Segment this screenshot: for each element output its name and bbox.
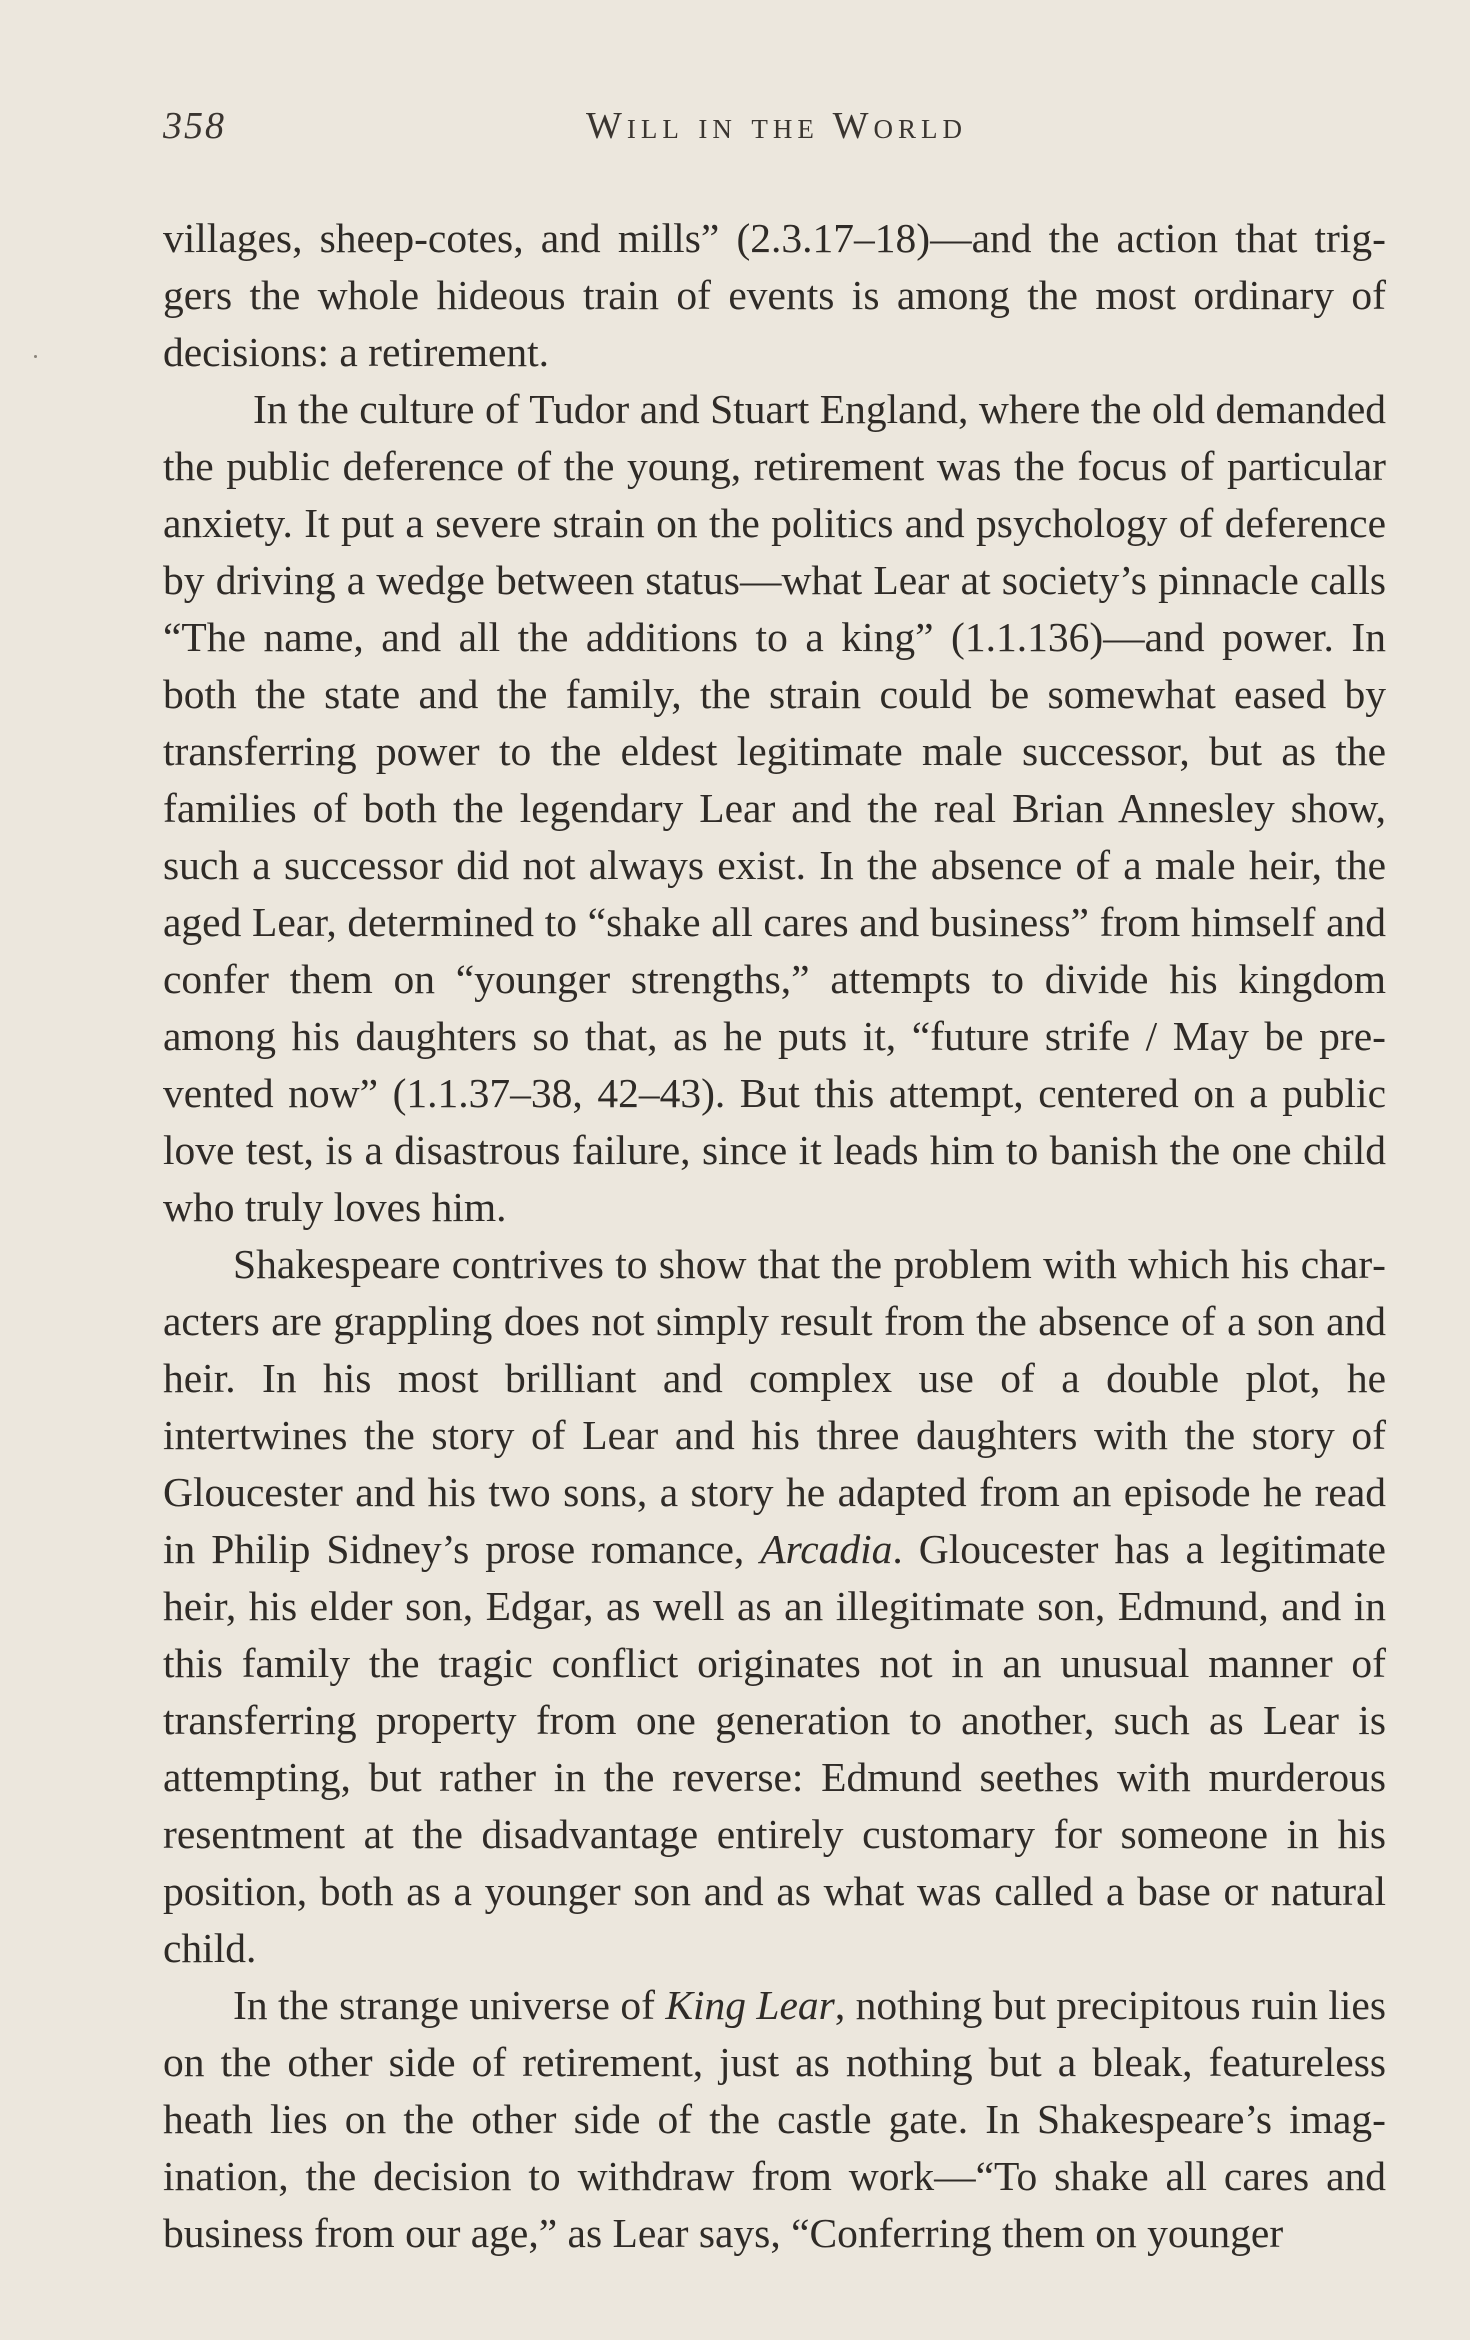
paragraph-3	[163, 1977, 1386, 2262]
paragraph-0	[163, 210, 1386, 381]
text-run: Shakespeare contrives to show that the problem with which his characters are grappling does not simply result from the absence of a son and heir. In his most brilliant and complex use of a double plot, he intertwines the story of Lear and his three daughters with the story of Gloucester and his two sons, a story he adapted from an episode he read in Philip Sidney’s prose romance,	[163, 1241, 1386, 1572]
italic-title-text: King Lear	[665, 1982, 835, 2028]
paragraph-2	[163, 1236, 1386, 1977]
text-run: , nothing but precipitous ruin lies on the other side of retirement, just as nothing but a bleak, featureless heath lies on the other side of the castle gate. In Shakespeare’s imagination, the decision to withdraw from work—“To shake all cares and business from our age,” as Lear says, “Conferring them on younger	[163, 1982, 1386, 2256]
running-title: Will in the World	[586, 105, 967, 147]
text-run: . Gloucester has a legitimate heir, his elder son, Edgar, as well as an illegitimate son, Edmund, and in this family the tragic conflict originates not in an unusual manner of transferring property from one generation to another, such as Lear is attempting, but rather in the reverse: Edmund seethes with murderous resentment at the disadvantage entirely customary for someone in his position, both as a younger son and as what was called a base or natural child.	[163, 1526, 1386, 1971]
paragraph-1	[163, 381, 1386, 1236]
italic-title-text: Arcadia	[760, 1526, 893, 1572]
body-text	[163, 210, 1386, 2262]
text-run: In the culture of Tudor and Stuart England, where the old demanded the public deference of the young, retirement was the focus of particular anxiety. It put a severe strain on the politics and psychology of deference by driving a wedge between status—what Lear at society’s pinnacle calls “The name, and all the additions to a king” (1.1.136)—and power. In both the state and the family, the strain could be somewhat eased by transferring power to the eldest legitimate male successor, but as the families of both the legendary Lear and the real Brian Annesley show, such a successor did not always exist. In the absence of a male heir, the aged Lear, determined to “shake all cares and business” from himself and confer them on “younger strengths,” attempts to divide his kingdom among his daughters so that, as he puts it, “future strife / May be prevented now” (1.1.37–38, 42–43). But this attempt, centered on a public love test, is a disastrous failure, since it leads him to banish the one child who truly loves him.	[163, 386, 1386, 1230]
page-number: 358	[163, 105, 226, 147]
scan-speck	[34, 355, 37, 358]
page-header	[163, 104, 1390, 160]
text-run: In the strange universe of	[233, 1982, 666, 2028]
text-run: villages, sheep-cotes, and mills” (2.3.17–18)—and the action that triggers the whole hideous train of events is among the most ordinary of decisions: a retirement.	[163, 215, 1386, 375]
